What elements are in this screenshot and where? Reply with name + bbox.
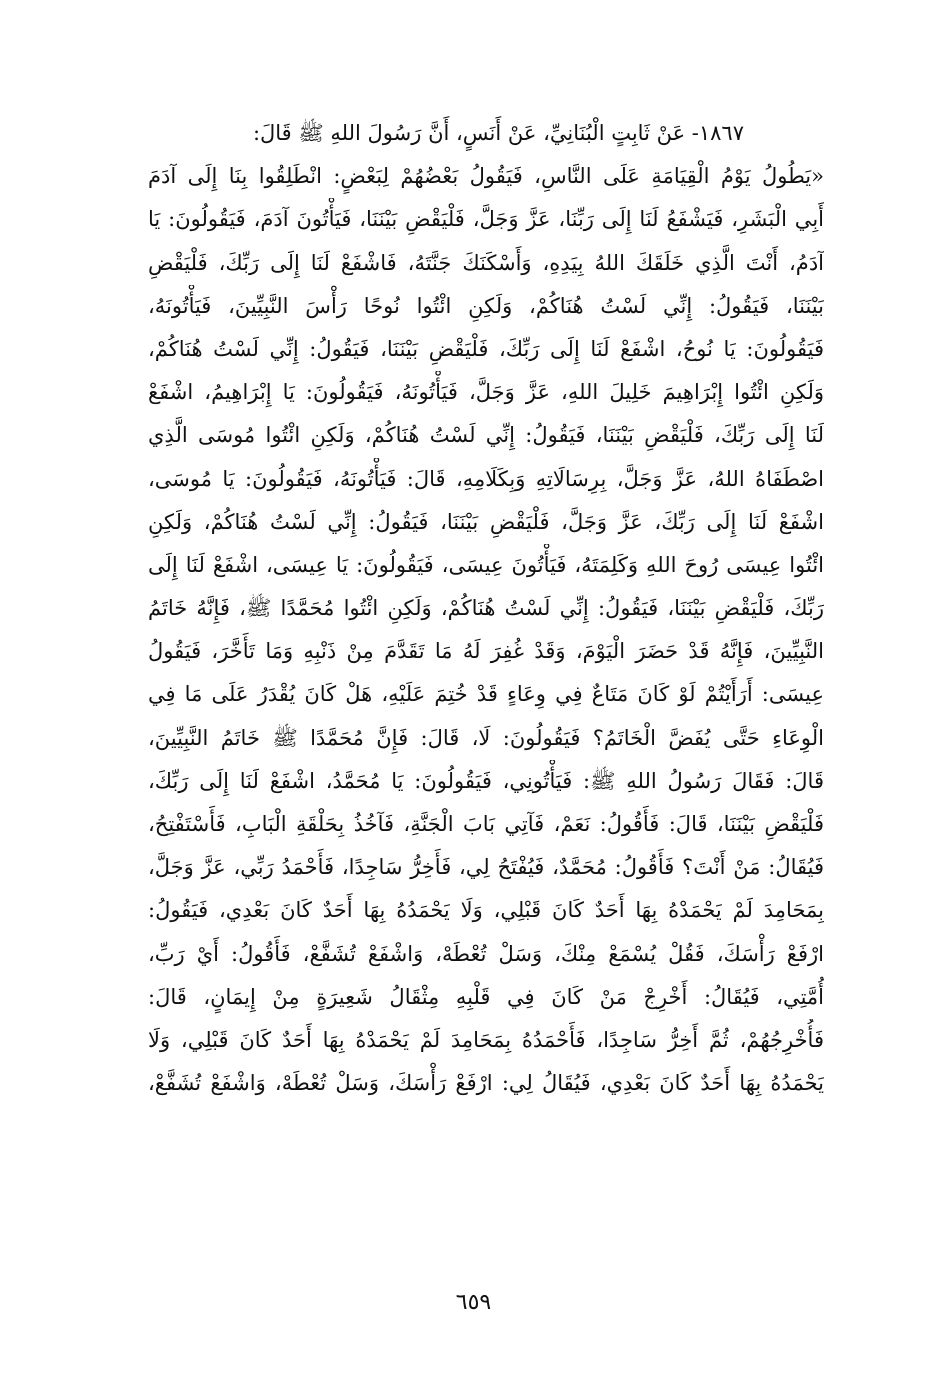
hadith-header: ١٨٦٧- عَنْ ثَابِتٍ الْبُنَانِيِّ، عَنْ أَنَسٍ، أَنَّ رَسُولَ اللهِ ﷺ قَالَ: bbox=[252, 121, 744, 145]
text-line: أُمَّتِي، فَيُقَالُ: أَخْرِجْ مَنْ كَانَ فِي قَلْبِهِ مِثْقَالُ شَعِيرَةٍ مِنْ إِيمَانٍ، قَالَ: bbox=[148, 984, 824, 1009]
text-line: اشْفَعْ لَنَا إِلَى رَبِّكَ، عَزَّ وَجَلَّ، فَلْيَقْضِ بَيْنَنَا، فَيَقُولُ: إِنِّي لَسْتُ هُنَاكُمْ، وَلَكِنِ bbox=[148, 509, 824, 534]
text-line: عِيسَى: أَرَأَيْتُمْ لَوْ كَانَ مَتَاعٌ فِي وِعَاءٍ قَدْ خُتِمَ عَلَيْهِ، هَلْ كَانَ يُقْدَرُ عَلَى مَا فِي bbox=[148, 682, 824, 707]
text-line: فَأُخْرِجُهُمْ، ثُمَّ أَخِرُّ سَاجِدًا، فَأَحْمَدُهُ بِمَحَامِدَ لَمْ يَحْمَدْهُ بِهَا أَحَدٌ كَانَ قَبْلِي، وَلَا bbox=[148, 1027, 824, 1052]
text-line: لَنَا إِلَى رَبِّكَ، فَلْيَقْضِ بَيْنَنَا، فَيَقُولُ: إِنِّي لَسْتُ هُنَاكُمْ، وَلَكِنِ ائْتُوا مُوسَى الَّذِي bbox=[148, 423, 824, 448]
text-line: ارْفَعْ رَأْسَكَ، فَقُلْ يُسْمَعْ مِنْكَ، وَسَلْ تُعْطَهْ، وَاشْفَعْ تُشَفَّعْ، فَأَقُولُ: أَيْ رَبِّ، bbox=[148, 941, 824, 966]
text-line: ائْتُوا عِيسَى رُوحَ اللهِ وَكَلِمَتَهُ، فَيَأْتُونَ عِيسَى، فَيَقُولُونَ: يَا عِيسَى، اشْفَعْ لَنَا إِلَى bbox=[148, 552, 824, 577]
text-line: فَيَقُولُونَ: يَا نُوحُ، اشْفَعْ لَنَا إِلَى رَبِّكَ، فَلْيَقْضِ بَيْنَنَا، فَيَقُولُ: إِنِّي لَسْتُ هُنَاكُمْ، bbox=[148, 336, 824, 361]
text-line: قَالَ: فَقَالَ رَسُولُ اللهِ ﷺ: فَيَأْتُونِي، فَيَقُولُونَ: يَا مُحَمَّدُ، اشْفَعْ لَنَا إِلَى رَبِّكَ، bbox=[148, 768, 824, 793]
text-line: الْوِعَاءِ حَتَّى يُفَضَّ الْخَاتَمُ؟ فَيَقُولُونَ: لَا، قَالَ: فَإِنَّ مُحَمَّدًا ﷺ خَاتَمُ النَّبِيِّينَ، bbox=[148, 725, 824, 750]
text-line: رَبِّكَ، فَلْيَقْضِ بَيْنَنَا، فَيَقُولُ: إِنِّي لَسْتُ هُنَاكُمْ، وَلَكِنِ ائْتُوا مُحَمَّدًا ﷺ، فَإِنَّهُ خَاتَمُ bbox=[148, 596, 824, 621]
page-number: ٦٥٩ bbox=[455, 1290, 492, 1315]
text-line: يَحْمَدُهُ بِهَا أَحَدٌ كَانَ بَعْدِي، فَيُقَالُ لِي: ارْفَعْ رَأْسَكَ، وَسَلْ تُعْطَهْ، وَاشْفَعْ تُشَفَّعْ، bbox=[148, 1071, 824, 1096]
text-line: فَلْيَقْضِ بَيْنَنَا، قَالَ: فَأَقُولُ: نَعَمْ، فَآتِي بَابَ الْجَنَّةِ، فَآخُذُ بِحَلْقَةِ الْبَابِ، فَأَسْتَفْتِحُ، bbox=[148, 812, 824, 836]
text-line: أَبِي الْبَشَرِ، فَيَشْفَعُ لَنَا إِلَى رَبِّنَا، عَزَّ وَجَلَّ، فَلْيَقْضِ بَيْنَنَا، فَيَأْتُونَ آدَمَ، فَيَقُولُونَ: يَا bbox=[148, 207, 824, 232]
text-line: بَيْنَنَا، فَيَقُولُ: إِنِّي لَسْتُ هُنَاكُمْ، وَلَكِنِ ائْتُوا نُوحًا رَأْسَ النَّبِيِّينَ، فَيَأْتُونَهُ، bbox=[148, 293, 824, 318]
text-line: فَيُقَالُ: مَنْ أَنْتَ؟ فَأَقُولُ: مُحَمَّدٌ، فَيُفْتَحُ لِي، فَأَخِرُّ سَاجِدًا، فَأَحْمَدُ رَبِّي، عَزَّ وَجَلَّ، bbox=[148, 855, 824, 880]
text-line: آدَمُ، أَنْتَ الَّذِي خَلَقَكَ اللهُ بِيَدِهِ، وَأَسْكَنَكَ جَنَّتَهُ، فَاشْفَعْ لَنَا إِلَى رَبِّكَ، فَلْيَقْضِ bbox=[148, 250, 824, 275]
text-line: «يَطُولُ يَوْمُ الْقِيَامَةِ عَلَى النَّاسِ، فَيَقُولُ بَعْضُهُمْ لِبَعْضٍ: انْطَلِقُوا بِنَا إِلَى آدَمَ bbox=[148, 164, 824, 189]
text-line: بِمَحَامِدَ لَمْ يَحْمَدْهُ بِهَا أَحَدٌ كَانَ قَبْلِي، وَلَا يَحْمَدُهُ بِهَا أَحَدٌ كَانَ بَعْدِي، فَيَقُولُ: bbox=[148, 898, 824, 923]
hadith-text-block bbox=[148, 112, 824, 1105]
text-line: النَّبِيِّينَ، فَإِنَّهُ قَدْ حَضَرَ الْيَوْمَ، وَقَدْ غُفِرَ لَهُ مَا تَقَدَّمَ مِنْ ذَنْبِهِ وَمَا تَأَخَّرَ، فَيَقُولُ bbox=[148, 639, 824, 664]
text-line: وَلَكِنِ ائْتُوا إِبْرَاهِيمَ خَلِيلَ اللهِ، عَزَّ وَجَلَّ، فَيَأْتُونَهُ، فَيَقُولُونَ: يَا إِبْرَاهِيمُ، اشْفَعْ bbox=[148, 380, 824, 405]
text-line: اصْطَفَاهُ اللهُ، عَزَّ وَجَلَّ، بِرِسَالَاتِهِ وَبِكَلَامِهِ، قَالَ: فَيَأْتُونَهُ، فَيَقُولُونَ: يَا مُوسَى، bbox=[148, 466, 824, 491]
